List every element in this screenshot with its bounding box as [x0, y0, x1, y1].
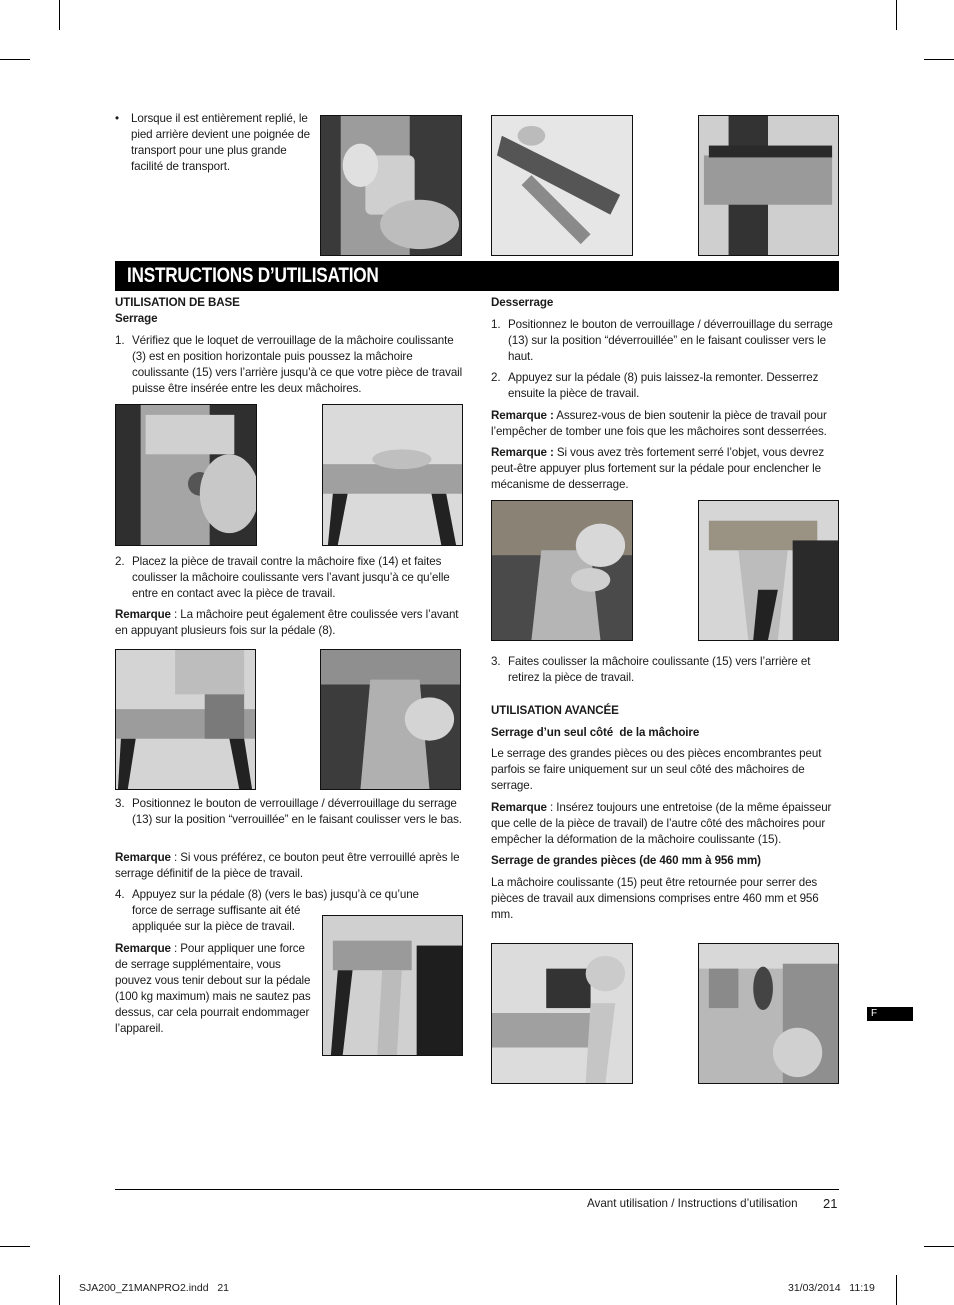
left-step-3: [115, 796, 465, 828]
photo-slide-jaw-forward: [320, 649, 461, 790]
photo-jaw-latch: [115, 404, 257, 546]
photo-release-button: [491, 500, 633, 641]
crop-mark: [59, 0, 60, 30]
step-text-line-2: force de serrage suffisante ait été: [132, 904, 301, 917]
subsection-clamping: Serrage: [115, 312, 158, 325]
photo-jaw-reversal: [698, 943, 839, 1084]
crop-mark: [924, 59, 954, 60]
paragraph-large-pieces: [491, 746, 841, 794]
step-text: Placez la pièce de travail contre la mâchoire fixe (14) et faites coulisser la mâchoire coulissante vers l’avant jusqu’à ce qu’elle entre en contact avec la pièce de travail.: [132, 555, 450, 600]
step-number: 1.: [115, 334, 125, 347]
step-number: 3.: [491, 655, 501, 668]
step-text: Vérifiez que le loquet de verrouillage de la mâchoire coulissante (3) est en position horizontale puis poussez la mâchoire coulissante (15) vers l’arrière jusqu’à ce que votre pièce de travail puisse être insérée entre les deux mâchoires.: [132, 334, 463, 395]
crop-mark: [0, 59, 30, 60]
step-number: 2.: [491, 371, 501, 384]
slug-date: 31/03/2014 11:19: [788, 1282, 875, 1294]
note-text: : Si vous préférez, ce bouton peut être verrouillé après le serrage définitif de la pièce de travail.: [115, 851, 460, 880]
page-number: 21: [823, 1196, 838, 1211]
crop-mark: [0, 1246, 30, 1247]
note-label: Remarque: [115, 942, 171, 955]
subsection-large-pieces: Serrage de grandes pièces (de 460 mm à 956 mm): [491, 854, 761, 867]
right-note-2: [491, 445, 841, 493]
section-banner: [115, 261, 839, 291]
step-text: Appuyez sur la pédale (8) puis laissez-la remonter. Desserrez ensuite la pièce de travail.: [508, 371, 819, 400]
note-label: Remarque: [115, 608, 171, 621]
right-step-3: [491, 654, 841, 686]
paragraph-text: La mâchoire coulissante (15) peut être retournée pour serrer des pièces de travail aux dimensions comprises entre 460 mm et 956 mm.: [491, 876, 819, 921]
banner-title: INSTRUCTIONS D’UTILISATION: [127, 264, 379, 287]
photo-carry-handle-closeup: [320, 115, 462, 256]
footer-breadcrumb: Avant utilisation / Instructions d’utilisation: [587, 1197, 798, 1210]
note-text: : Insérez toujours une entretoise (de la même épaisseur que celle de la pièce de travail) de l’autre côté des mâchoires pour empêcher la déformation de la mâchoire coulissante (15).: [491, 801, 832, 846]
step-text: Positionnez le bouton de verrouillage / déverrouillage du serrage (13) sur la position “verrouillée” en le faisant coulisser vers le bas.: [132, 797, 462, 826]
photo-push-jaw-back: [322, 404, 463, 546]
right-step-1: [491, 317, 841, 365]
subsection-single-side-clamping: Serrage d’un seul côté de la mâchoire: [491, 726, 700, 739]
step-number: 3.: [115, 797, 125, 810]
note-label: Remarque :: [491, 446, 554, 459]
photo-spacer-insertion: [491, 943, 633, 1084]
paragraph-jaw-reversal: [491, 875, 841, 923]
left-note-1: [115, 607, 460, 639]
slug-file-info: SJA200_Z1MANPRO2.indd 21: [79, 1282, 229, 1294]
note-label: Remarque :: [491, 409, 554, 422]
step-text-line-3: appliquée sur la pièce de travail.: [132, 920, 295, 933]
section-title-advanced-use: UTILISATION AVANCÉE: [491, 704, 619, 717]
step-text: Faites coulisser la mâchoire coulissante (15) vers l’arrière et retirez la pièce de travail.: [508, 655, 811, 684]
crop-mark: [59, 1275, 60, 1305]
left-note-3: [115, 941, 318, 1037]
step-number: 4.: [115, 888, 125, 901]
intro-bullet-item: [115, 111, 315, 175]
right-step-2: [491, 370, 841, 402]
right-note-1: [491, 408, 841, 440]
step-number: 1.: [491, 318, 501, 331]
footer-rule: [115, 1189, 839, 1190]
photo-workpiece-against-jaw: [115, 649, 256, 790]
step-text: Positionnez le bouton de verrouillage / déverrouillage du serrage (13) sur la position “déverrouillée” en le faisant coulisser vers le haut.: [508, 318, 833, 363]
crop-mark: [896, 1275, 897, 1305]
photo-press-pedal-release: [698, 500, 839, 641]
subsection-release: Desserrage: [491, 296, 554, 309]
note-label: Remarque: [491, 801, 547, 814]
photo-carrying-bench: [698, 115, 839, 256]
step-number: 2.: [115, 555, 125, 568]
photo-folded-bench: [491, 115, 633, 256]
note-label: Remarque: [115, 851, 171, 864]
left-step-2: [115, 554, 465, 602]
right-note-3: [491, 800, 841, 848]
section-title-basic-use: UTILISATION DE BASE: [115, 296, 240, 309]
note-text: : Pour appliquer une force de serrage supplémentaire, vous pouvez vous tenir debout sur la pédale (100 kg maximum) mais ne sautez pas dessus, car cela pourrait endommager l’appareil.: [115, 942, 311, 1035]
bullet-icon: •: [115, 112, 119, 125]
paragraph-text: Le serrage des grandes pièces ou des pièces encombrantes peut parfois se faire uniquement sur un seul côté des mâchoires de serrage.: [491, 747, 822, 792]
note-text: Assurez-vous de bien soutenir la pièce de travail pour l’empêcher de tomber une fois que les mâchoires sont desserrées.: [491, 409, 827, 438]
note-text: Si vous avez très fortement serré l’objet, vous devrez peut-être appuyer plus fortement sur la pédale pour enclencher le mécanisme de desserrage.: [491, 446, 825, 491]
left-step-1: [115, 333, 465, 397]
intro-text: Lorsque il est entièrement replié, le pied arrière devient une poignée de transport pour une plus grande facilité de transport.: [131, 112, 310, 173]
left-note-2: [115, 850, 460, 882]
photo-stand-on-pedal: [322, 915, 463, 1056]
note-text: : La mâchoire peut également être coulissée vers l’avant en appuyant plusieurs fois sur la pédale (8).: [115, 608, 459, 637]
step-text-line-1: Appuyez sur la pédale (8) (vers le bas) jusqu’à ce qu’une: [132, 888, 419, 901]
language-tab: F: [867, 1007, 913, 1021]
crop-mark: [924, 1246, 954, 1247]
crop-mark: [896, 0, 897, 30]
